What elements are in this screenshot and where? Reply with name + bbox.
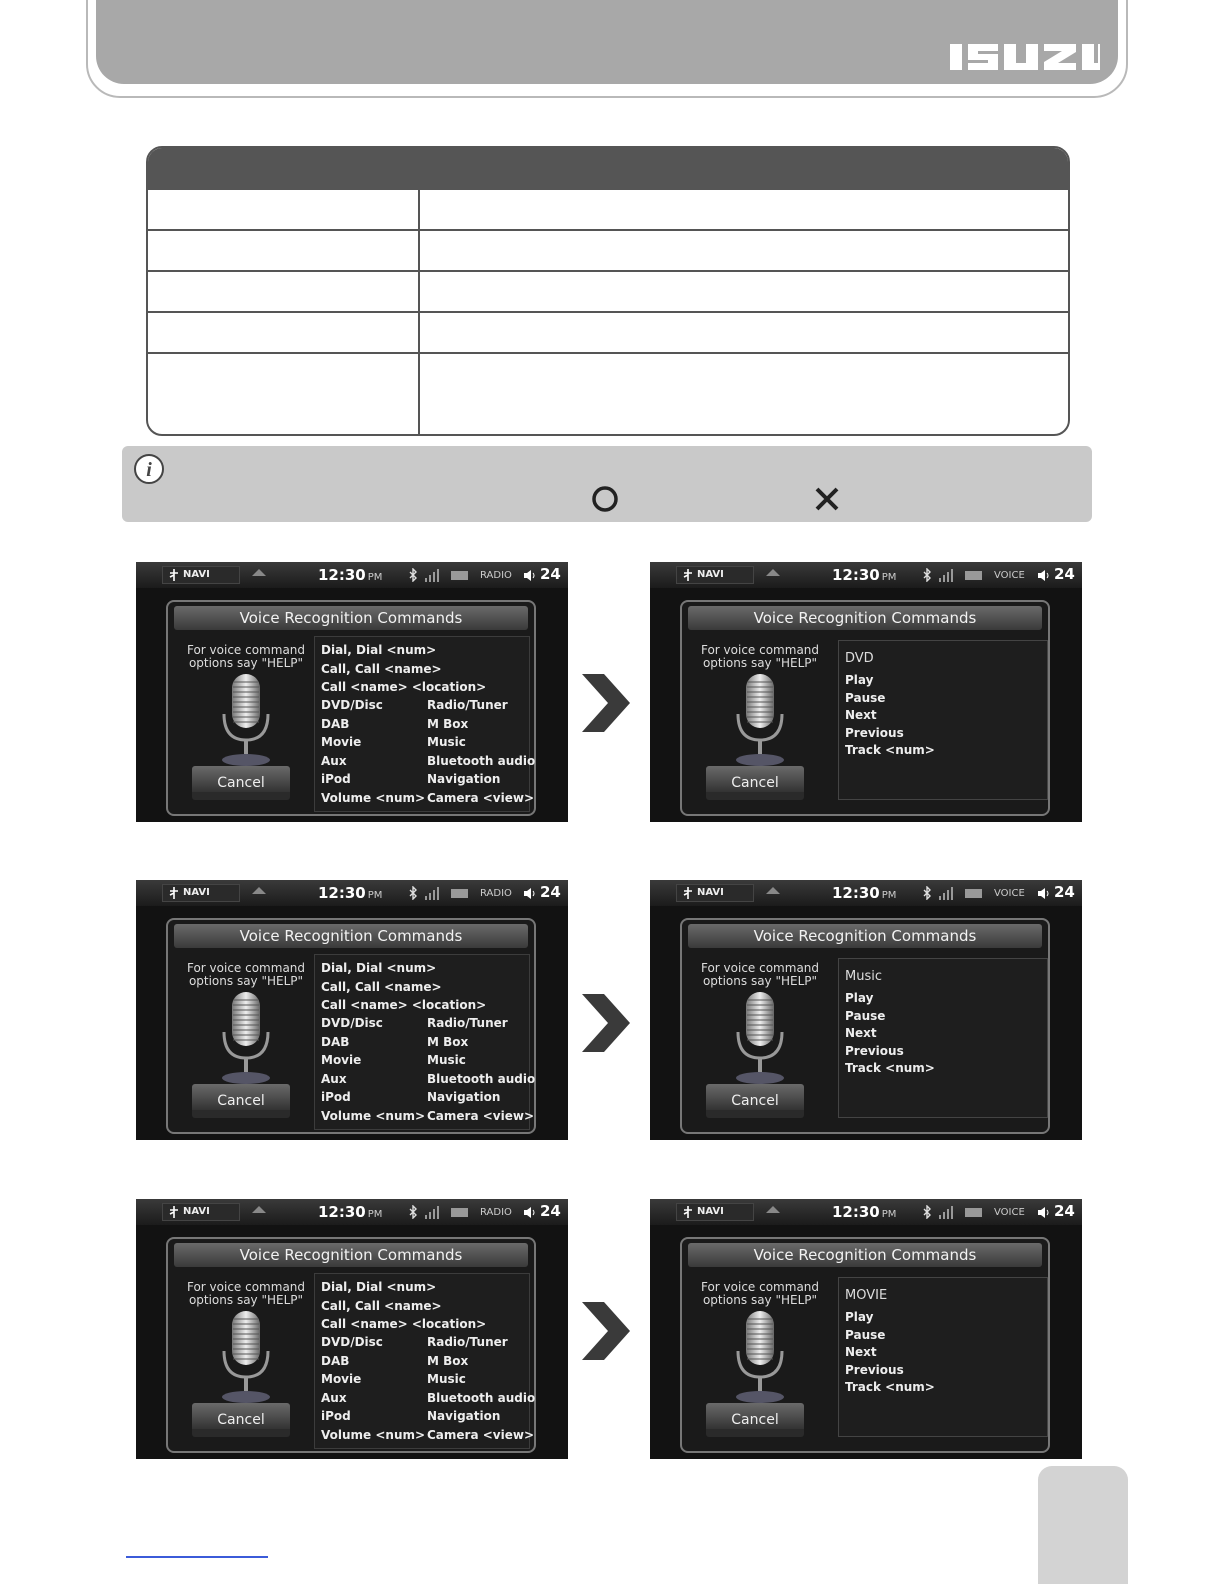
audio-source-label: RADIO: [480, 570, 512, 581]
signal-icon: [424, 1205, 440, 1219]
command-item[interactable]: Music: [427, 1053, 466, 1067]
microphone-icon: [218, 992, 274, 1088]
command-item[interactable]: Previous: [845, 1043, 904, 1058]
command-item[interactable]: Call, Call <name>: [321, 661, 442, 676]
volume-level: 24: [1054, 565, 1075, 583]
dialog-title: Voice Recognition Commands: [174, 606, 528, 630]
bluetooth-icon: [408, 886, 418, 900]
command-item[interactable]: Call, Call <name>: [321, 979, 442, 994]
screen-help-list: [136, 880, 568, 1140]
help-hint: For voice command options say "HELP": [186, 643, 306, 670]
signal-icon: [424, 886, 440, 900]
command-item[interactable]: Track <num>: [845, 1380, 935, 1394]
bluetooth-icon: [922, 886, 932, 900]
command-item[interactable]: Previous: [845, 725, 904, 740]
command-item[interactable]: Play: [845, 991, 874, 1005]
command-item[interactable]: Camera <view>: [427, 1427, 535, 1442]
command-item[interactable]: Call <name> <location>: [321, 998, 487, 1012]
audio-source-label: VOICE: [994, 888, 1025, 899]
command-item[interactable]: M Box: [427, 1034, 469, 1049]
isuzu-logo: [948, 40, 1100, 74]
command-item[interactable]: DAB: [321, 1353, 350, 1368]
help-hint: For voice command options say "HELP": [700, 961, 820, 988]
navigation-icon: [682, 569, 694, 581]
bluetooth-icon: [408, 568, 418, 582]
eject-icon[interactable]: [766, 569, 780, 576]
command-detail-list: [838, 640, 1048, 800]
battery-icon: [450, 568, 470, 582]
audio-source-label: RADIO: [480, 888, 512, 899]
eject-icon[interactable]: [766, 1206, 780, 1213]
command-item[interactable]: M Box: [427, 1353, 469, 1368]
eject-icon[interactable]: [252, 569, 266, 576]
command-item[interactable]: iPod: [321, 1409, 351, 1423]
clock: 12:30 PM: [318, 566, 383, 584]
table-row: [148, 352, 1068, 436]
microphone-icon: [732, 1311, 788, 1407]
volume-icon: [524, 570, 536, 581]
bluetooth-icon: [922, 568, 932, 582]
command-list: [314, 1273, 536, 1449]
voice-dialog: [680, 918, 1050, 1134]
command-item[interactable]: Radio/Tuner: [427, 1016, 508, 1030]
command-item[interactable]: Navigation: [427, 1409, 501, 1423]
command-item[interactable]: Volume <num>: [321, 790, 426, 805]
command-item[interactable]: Call <name> <location>: [321, 1317, 487, 1331]
table-row: [148, 270, 1068, 311]
command-category: DVD: [845, 651, 874, 666]
command-item[interactable]: Radio/Tuner: [427, 1335, 508, 1349]
dialog-title: Voice Recognition Commands: [688, 924, 1042, 948]
command-item[interactable]: Call <name> <location>: [321, 680, 487, 694]
command-item[interactable]: Radio/Tuner: [427, 698, 508, 712]
command-item[interactable]: Next: [845, 708, 877, 722]
command-item[interactable]: Play: [845, 1310, 874, 1324]
status-bar: [650, 562, 1082, 588]
table-row: [148, 188, 1068, 229]
screen-help-list: [136, 562, 568, 822]
navi-button[interactable]: NAVI: [162, 1203, 240, 1221]
help-hint: For voice command options say "HELP": [700, 643, 820, 670]
command-item[interactable]: Camera <view>: [427, 790, 535, 805]
volume-icon: [1038, 1207, 1050, 1218]
voice-dialog: [166, 600, 536, 816]
page-tab: [1038, 1466, 1128, 1584]
table-header: [148, 148, 1068, 188]
command-item[interactable]: Movie: [321, 1372, 362, 1386]
command-item[interactable]: Dial, Dial <num>: [321, 643, 437, 657]
navi-button[interactable]: NAVI: [676, 1203, 754, 1221]
volume-icon: [1038, 570, 1050, 581]
eject-icon[interactable]: [766, 887, 780, 894]
signal-icon: [424, 568, 440, 582]
command-item[interactable]: iPod: [321, 772, 351, 786]
eject-icon[interactable]: [252, 887, 266, 894]
status-bar: [136, 562, 568, 588]
cancel-button[interactable]: Cancel: [706, 766, 804, 800]
volume-level: 24: [1054, 883, 1075, 901]
voice-dialog: [680, 1237, 1050, 1453]
dialog-title: Voice Recognition Commands: [174, 924, 528, 948]
voice-dialog: [166, 1237, 536, 1453]
command-item[interactable]: DAB: [321, 1034, 350, 1049]
volume-level: 24: [1054, 1202, 1075, 1220]
screen-movie-commands: [650, 1199, 1082, 1459]
screen-dvd-commands: [650, 562, 1082, 822]
command-item[interactable]: Play: [845, 673, 874, 687]
dialog-title: Voice Recognition Commands: [174, 1243, 528, 1267]
navigation-icon: [682, 887, 694, 899]
command-item[interactable]: Bluetooth audio: [427, 753, 536, 768]
volume-level: 24: [540, 883, 561, 901]
command-item[interactable]: Movie: [321, 735, 362, 749]
volume-icon: [524, 888, 536, 899]
svg-text:i: i: [146, 459, 152, 481]
table-row: [148, 311, 1068, 352]
command-item[interactable]: Volume <num>: [321, 1108, 426, 1123]
help-hint: For voice command options say "HELP": [186, 961, 306, 988]
signal-icon: [938, 1205, 954, 1219]
command-item[interactable]: Navigation: [427, 772, 501, 786]
command-category: MOVIE: [845, 1288, 888, 1303]
cancel-button[interactable]: Cancel: [192, 1403, 290, 1437]
clock: 12:30 PM: [318, 884, 383, 902]
chevron-right-icon: [578, 1302, 632, 1360]
command-item[interactable]: Dial, Dial <num>: [321, 961, 437, 975]
microphone-icon: [732, 674, 788, 770]
navi-button[interactable]: NAVI: [676, 566, 754, 584]
navi-button[interactable]: NAVI: [676, 884, 754, 902]
microphone-icon: [732, 992, 788, 1088]
command-item[interactable]: Previous: [845, 1362, 904, 1377]
help-hint: For voice command options say "HELP": [186, 1280, 306, 1307]
command-item[interactable]: Dial, Dial <num>: [321, 1280, 437, 1294]
bluetooth-icon: [408, 1205, 418, 1219]
signal-icon: [938, 886, 954, 900]
circle-symbol-icon: [590, 484, 620, 514]
command-item[interactable]: Music: [427, 1372, 466, 1386]
clock: 12:30 PM: [832, 884, 897, 902]
command-item[interactable]: Pause: [845, 690, 886, 705]
cross-symbol-icon: [812, 484, 842, 514]
command-item[interactable]: Music: [427, 735, 466, 749]
dialog-title: Voice Recognition Commands: [688, 1243, 1042, 1267]
command-item[interactable]: iPod: [321, 1090, 351, 1104]
command-item[interactable]: Navigation: [427, 1090, 501, 1104]
command-item[interactable]: DAB: [321, 716, 350, 731]
command-item[interactable]: Next: [845, 1026, 877, 1040]
command-item[interactable]: Volume <num>: [321, 1427, 426, 1442]
navi-button[interactable]: NAVI: [162, 566, 240, 584]
navigation-icon: [168, 887, 180, 899]
command-item[interactable]: Pause: [845, 1008, 886, 1023]
screen-music-commands: [650, 880, 1082, 1140]
battery-icon: [964, 1205, 984, 1219]
navigation-icon: [682, 1206, 694, 1218]
command-item[interactable]: Next: [845, 1345, 877, 1359]
command-item[interactable]: Movie: [321, 1053, 362, 1067]
clock: 12:30 PM: [832, 566, 897, 584]
command-item[interactable]: Call, Call <name>: [321, 1298, 442, 1313]
command-category: Music: [845, 969, 882, 984]
screen-help-list: [136, 1199, 568, 1459]
command-item[interactable]: Bluetooth audio: [427, 1071, 536, 1086]
cancel-button[interactable]: Cancel: [706, 1403, 804, 1437]
cancel-button[interactable]: Cancel: [706, 1084, 804, 1118]
volume-level: 24: [540, 565, 561, 583]
command-item[interactable]: Camera <view>: [427, 1108, 535, 1123]
microphone-icon: [218, 1311, 274, 1407]
cancel-button[interactable]: Cancel: [192, 1084, 290, 1118]
command-item[interactable]: Aux: [321, 753, 347, 768]
command-item[interactable]: DVD/Disc: [321, 1016, 383, 1030]
clock: 12:30 PM: [318, 1203, 383, 1221]
command-item[interactable]: Bluetooth audio: [427, 1390, 536, 1405]
chevron-right-icon: [578, 994, 632, 1052]
voice-dialog: [680, 600, 1050, 816]
command-item[interactable]: Aux: [321, 1071, 347, 1086]
status-bar: [136, 880, 568, 906]
battery-icon: [450, 886, 470, 900]
eject-icon[interactable]: [252, 1206, 266, 1213]
chevron-right-icon: [578, 674, 632, 732]
info-table: [146, 146, 1070, 436]
command-list: [314, 954, 536, 1130]
command-item[interactable]: Track <num>: [845, 743, 935, 757]
dialog-title: Voice Recognition Commands: [688, 606, 1042, 630]
navigation-icon: [168, 569, 180, 581]
audio-source-label: VOICE: [994, 1207, 1025, 1218]
table-row: [148, 229, 1068, 270]
command-list: [314, 636, 536, 812]
command-item[interactable]: Track <num>: [845, 1061, 935, 1075]
command-item[interactable]: Pause: [845, 1327, 886, 1342]
command-item[interactable]: M Box: [427, 716, 469, 731]
navi-button[interactable]: NAVI: [162, 884, 240, 902]
command-item[interactable]: DVD/Disc: [321, 698, 383, 712]
microphone-icon: [218, 674, 274, 770]
cancel-button[interactable]: Cancel: [192, 766, 290, 800]
volume-level: 24: [540, 1202, 561, 1220]
voice-dialog: [166, 918, 536, 1134]
command-detail-list: [838, 1277, 1048, 1437]
command-detail-list: [838, 958, 1048, 1118]
status-bar: [650, 1199, 1082, 1225]
clock: 12:30 PM: [832, 1203, 897, 1221]
info-icon: [132, 452, 166, 486]
volume-icon: [1038, 888, 1050, 899]
audio-source-label: VOICE: [994, 570, 1025, 581]
battery-icon: [964, 886, 984, 900]
volume-icon: [524, 1207, 536, 1218]
command-item[interactable]: Aux: [321, 1390, 347, 1405]
status-bar: [650, 880, 1082, 906]
audio-source-label: RADIO: [480, 1207, 512, 1218]
footer-link-underline: [126, 1556, 268, 1558]
navigation-icon: [168, 1206, 180, 1218]
signal-icon: [938, 568, 954, 582]
command-item[interactable]: DVD/Disc: [321, 1335, 383, 1349]
battery-icon: [964, 568, 984, 582]
status-bar: [136, 1199, 568, 1225]
bluetooth-icon: [922, 1205, 932, 1219]
help-hint: For voice command options say "HELP": [700, 1280, 820, 1307]
battery-icon: [450, 1205, 470, 1219]
